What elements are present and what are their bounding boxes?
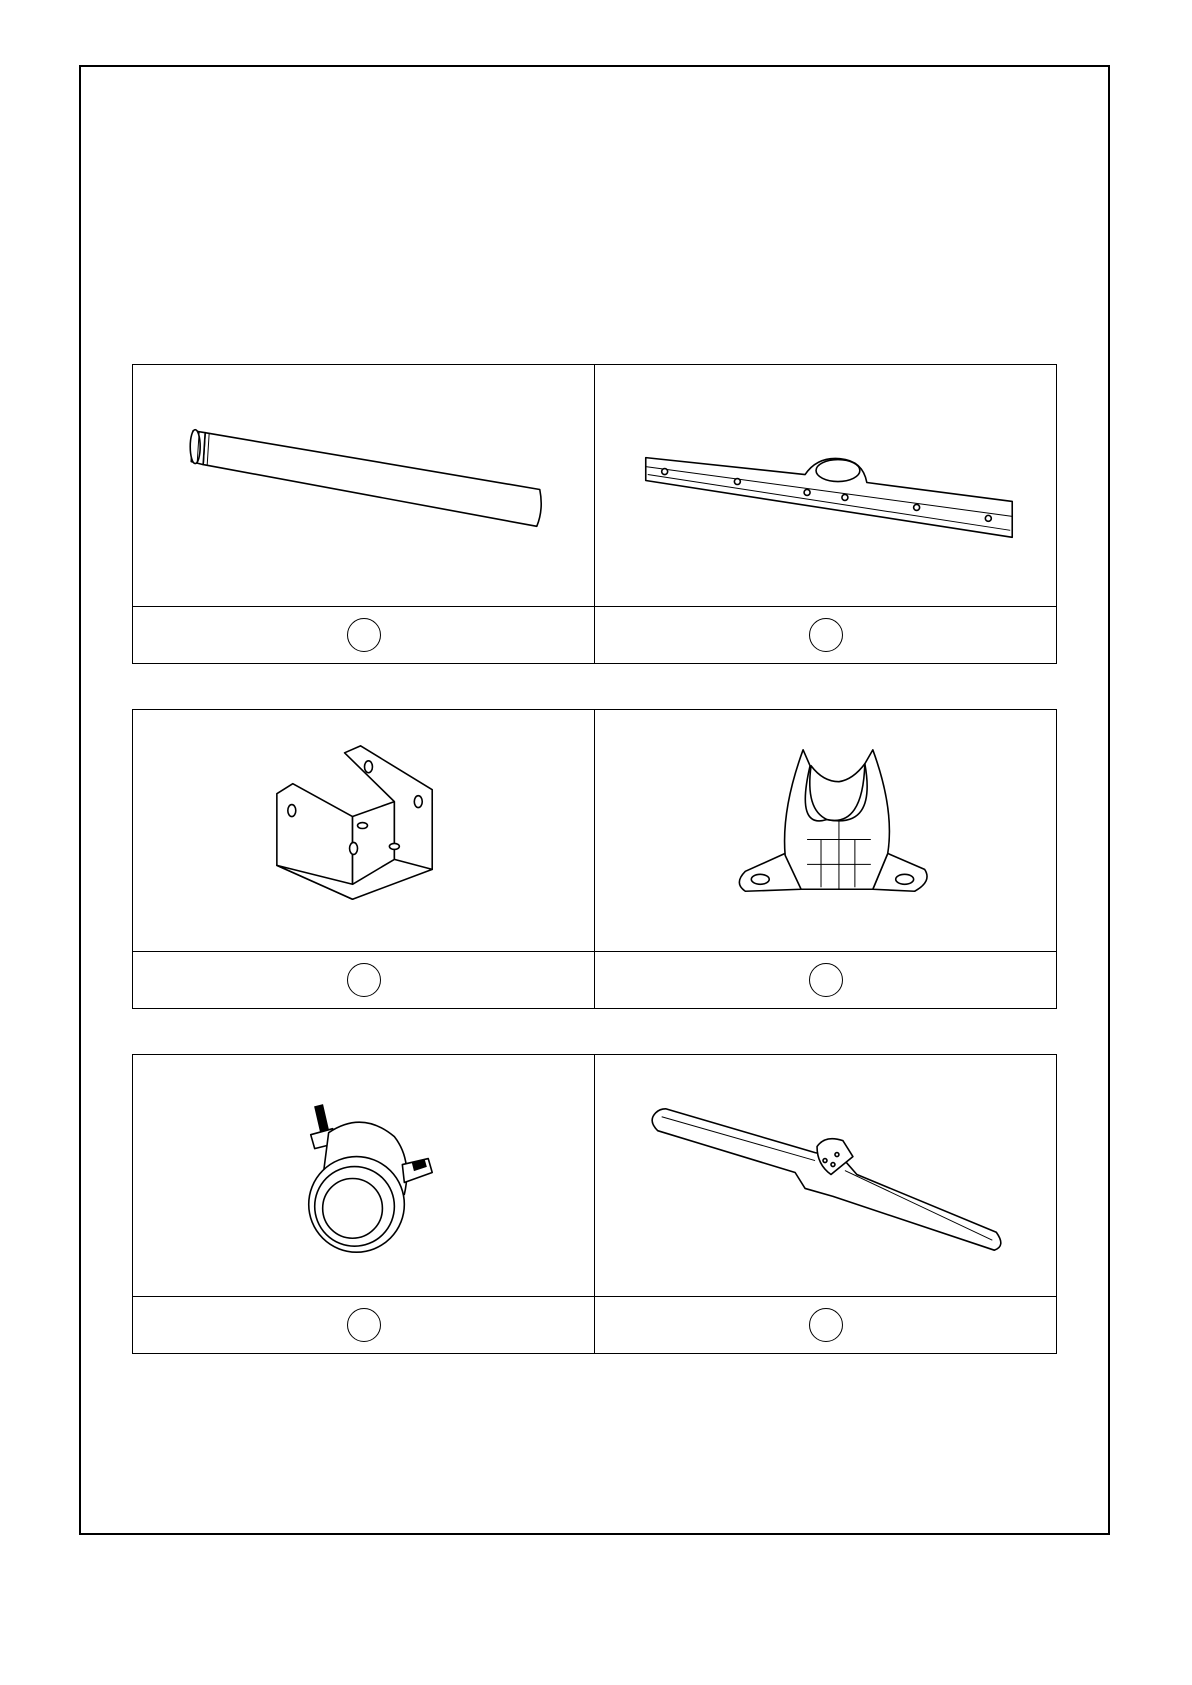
part-number-circle <box>809 1308 843 1342</box>
part-label-area <box>595 1297 1056 1353</box>
part-number-circle <box>347 963 381 997</box>
tube-icon <box>133 365 594 607</box>
part-cell-clamp-holder <box>595 710 1056 1008</box>
caster-wheel-icon <box>133 1055 594 1297</box>
part-cell-rail <box>595 365 1056 663</box>
part-label-area <box>133 607 594 663</box>
part-label-area <box>595 952 1056 1008</box>
part-cell-tube <box>133 365 595 663</box>
clamp-holder-icon <box>595 710 1056 952</box>
part-cell-caster-wheel <box>133 1055 595 1353</box>
part-cell-u-bracket <box>133 710 595 1008</box>
base-leg-icon <box>595 1055 1056 1297</box>
parts-row-1 <box>132 364 1057 664</box>
part-label-area <box>595 607 1056 663</box>
part-cell-base-leg <box>595 1055 1056 1353</box>
parts-row-2 <box>132 709 1057 1009</box>
part-number-circle <box>809 963 843 997</box>
rail-bracket-icon <box>595 365 1056 607</box>
part-number-circle <box>809 618 843 652</box>
part-label-area <box>133 952 594 1008</box>
part-label-area <box>133 1297 594 1353</box>
u-bracket-icon <box>133 710 594 952</box>
part-number-circle <box>347 1308 381 1342</box>
part-number-circle <box>347 618 381 652</box>
parts-row-3 <box>132 1054 1057 1354</box>
